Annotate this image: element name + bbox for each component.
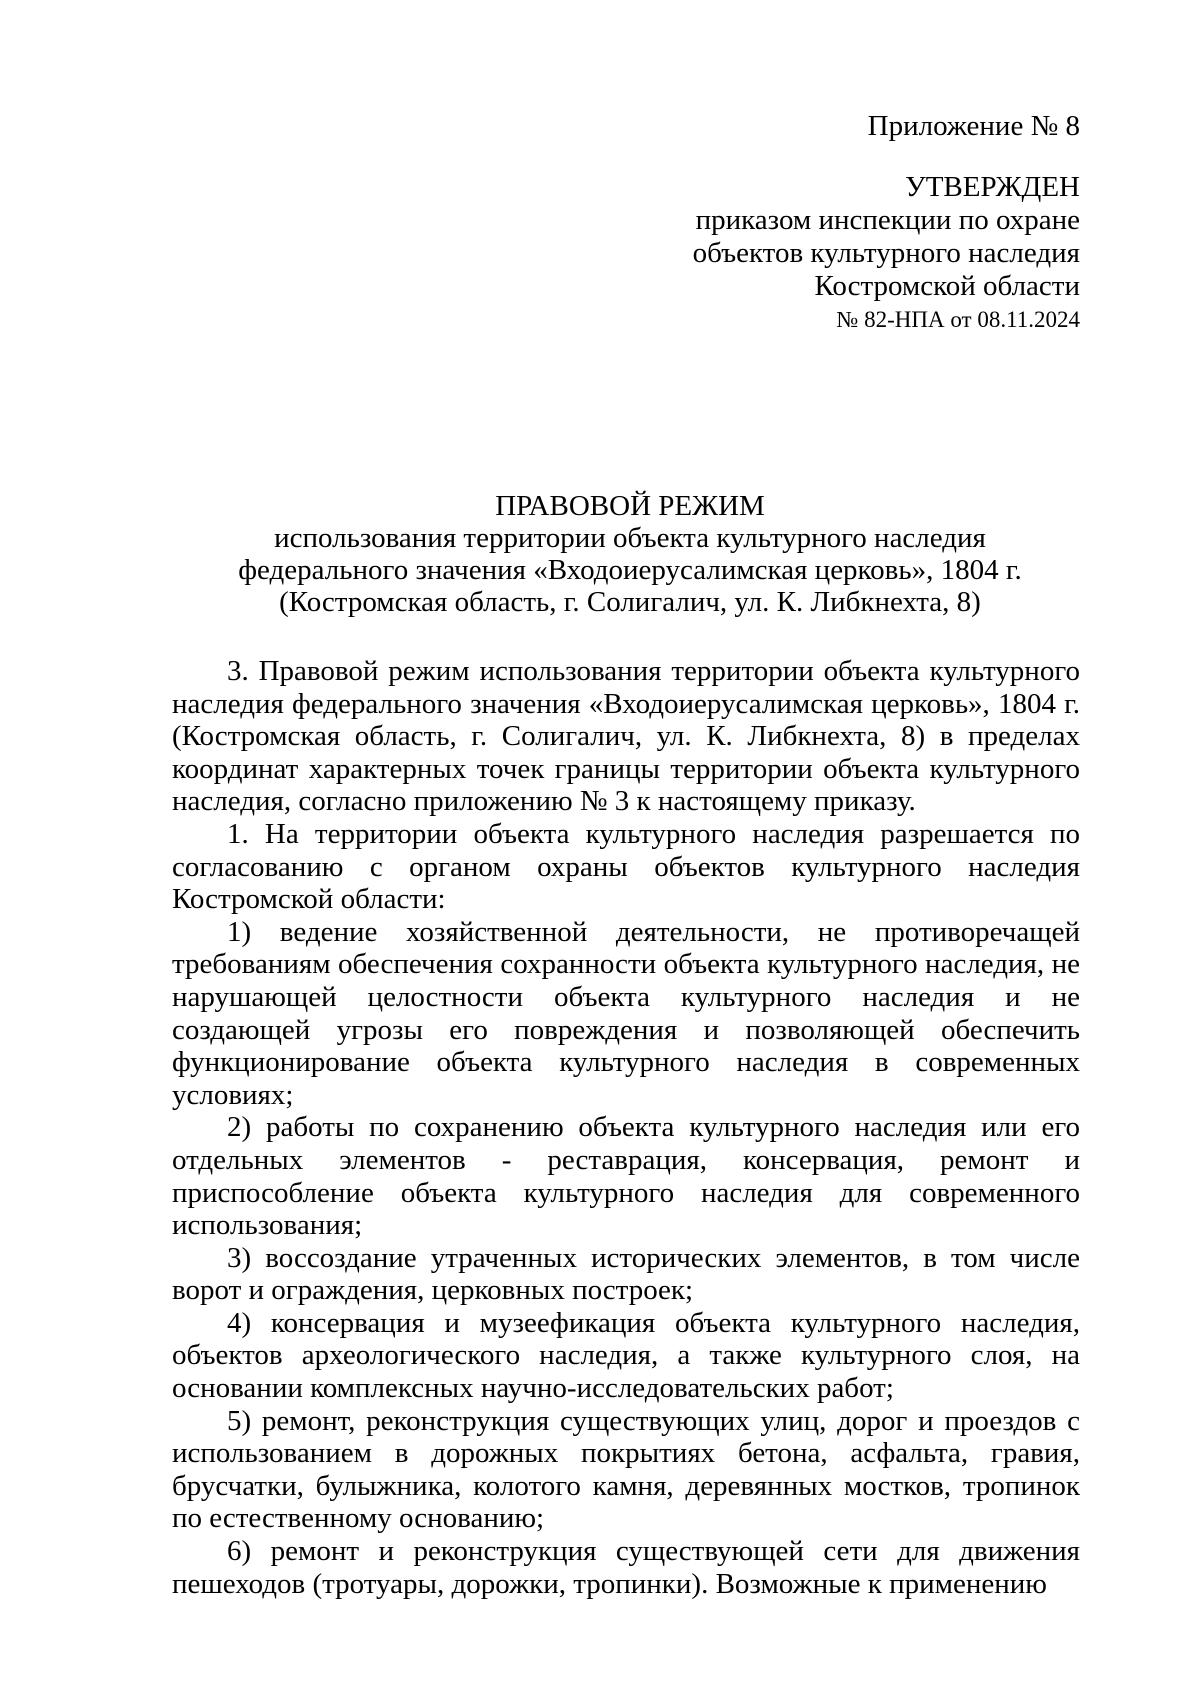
approved-by-line-2: объектов культурного наследия	[692, 237, 1080, 269]
title-line-3: (Костромская область, г. Солигалич, ул. К. Либкнехта, 8)	[279, 586, 981, 618]
title-heading: ПРАВОВОЙ РЕЖИМ	[495, 490, 765, 522]
list-item-1: 1) ведение хозяйственной деятельности, не противоречащей требованиям обеспечения сохранности объекта культурного наследия, не нарушающей целостности объекта культурного наследия и не создающей угрозы его повреждения и позволяющей обеспечить функционирование объекта культурного наследия в современных условиях;	[172, 915, 1080, 1111]
approval-header	[520, 110, 1080, 337]
appendix-label: Приложение № 8	[867, 110, 1080, 142]
approved-label: УТВЕРЖДЕН	[905, 171, 1080, 203]
approved-by-line-3: Костромской области	[814, 270, 1080, 302]
list-item-6: 6) ремонт и реконструкция существующей сети для движения пешеходов (тротуары, дорожки, тропинки). Возможные к применению	[172, 1535, 1080, 1600]
order-number: № 82-НПА от 08.11.2024	[836, 307, 1080, 332]
list-item-4: 4) консервация и музеефикация объекта культурного наследия, объектов археологического наследия, а также культурного слоя, на основании комплексных научно-исследовательских работ;	[172, 1306, 1080, 1405]
list-item-5: 5) ремонт, реконструкция существующих улиц, дорог и проездов с использованием в дорожных покрытиях бетона, асфальта, гравия, брусчатки, булыжника, колотого камня, деревянных мостков, тропинок по естественному основанию;	[172, 1404, 1080, 1535]
title-line-2: федерального значения «Входоиерусалимская церковь», 1804 г.	[238, 554, 1022, 586]
list-item-3: 3) воссоздание утраченных исторических элементов, в том числе ворот и ограждения, церковных построек;	[172, 1241, 1080, 1307]
document-body	[172, 655, 1080, 1600]
approved-by-line-1: приказом инспекции по охране	[695, 204, 1080, 236]
paragraph-intro: 3. Правовой режим использования территории объекта культурного наследия федерального значения «Входоиерусалимская церковь», 1804 г. (Костромская область, г. Солигалич, ул. К. Либкнехта, 8) в пределах координат характерных точек границы территории объекта культурного наследия, согласно приложению № 3 к настоящему приказу.	[172, 655, 1080, 818]
paragraph-permitted: 1. На территории объекта культурного наследия разрешается по согласованию с органом охраны объектов культурного наследия Костромской области:	[172, 817, 1080, 916]
list-item-2: 2) работы по сохранению объекта культурного наследия или его отдельных элементов - реставрация, консервация, ремонт и приспособление объекта культурного наследия для современного использования;	[172, 1111, 1080, 1242]
title-line-1: использования территории объекта культурного наследия	[274, 522, 986, 554]
document-title	[170, 490, 1090, 618]
